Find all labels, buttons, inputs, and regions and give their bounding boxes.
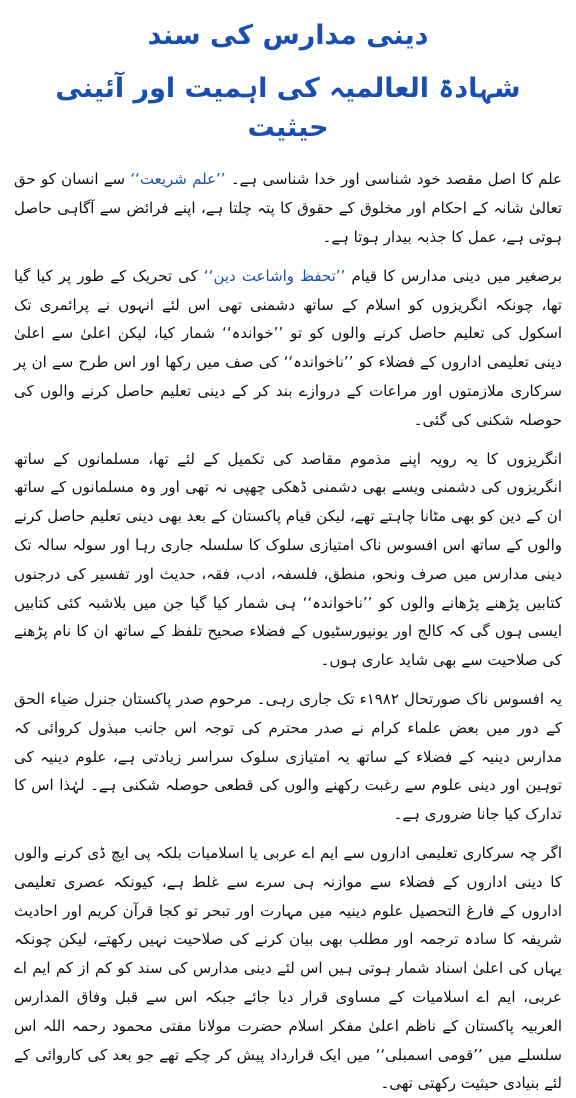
document-body — [14, 165, 562, 1098]
title-line-2: شہادۃ العالمیہ کی اہمیت اور آئینی حیثیت — [55, 73, 521, 144]
paragraph-1-text-before: علم کا اصل مقصد خود شناسی اور خدا شناسی ہے۔ — [225, 170, 562, 189]
paragraph-1 — [14, 165, 562, 251]
paragraph-2-text-after: کی تحریک کے طور پر کیا گیا تھا، چونکہ انگریزوں کو اسلام کے ساتھ دشمنی تھی اس لئے انہوں نے پرائمری تک اسکول کی تعلیم حاصل کرنے والوں کو تو ’’خواندہ‘‘ شمار کیا، لیکن اعلیٰ سے اعلیٰ دینی تعلیمی اداروں کے فضلاء کو ’’ناخواندہ‘‘ کی صف میں رکھا اور اس طرح سے ان پر سرکاری ملازمتوں اور مراعات کے دروازے بند کر کے دینی تعلیم حاصل کرنے والوں کی حوصلہ شکنی کی گئی۔ — [14, 266, 562, 429]
paragraph-4-text: یہ افسوس ناک صورتحال ۱۹۸۲ء تک جاری رہی۔ مرحوم صدر پاکستان جنرل ضیاء الحق کے دور میں بعض علماء کرام نے صدر محترم کی توجہ اس جانب مبذول کروائی کہ مدارس دینیہ کے فضلاء کے ساتھ یہ امتیازی سلوک سراسر زیادتی ہے، علوم دینیہ کی توہین اور دینی علوم سے رغبت رکھنے والوں کی قطعی حوصلہ شکنی ہے۔ لہٰذا اس کا تدارک کیا جانا ضروری ہے۔ — [14, 689, 562, 824]
paragraph-1-text-after: سے انسان کو حق تعالیٰ شانہ کے احکام اور مخلوق کے حقوق کا پتہ چلتا ہے، اپنے فرائض سے آگاہی حاصل ہوتی ہے، عمل کا جذبہ بیدار ہوتا ہے۔ — [14, 170, 562, 247]
paragraph-2 — [14, 262, 562, 435]
paragraph-3 — [14, 445, 562, 675]
paragraph-5 — [14, 839, 562, 1098]
paragraph-1-highlight: ’’علم شریعت‘‘ — [130, 170, 226, 189]
paragraph-3-text: انگریزوں کا یہ رویہ اپنے مذموم مقاصد کی تکمیل کے لئے تھا، مسلمانوں کے ساتھ انگریزوں کی دشمنی ویسے بھی دشمنی ڈھکی چھپی نہ تھی اور وہ مسلمانوں کے ساتھ ان کے دین کو بھی مٹانا چاہتے تھے، لیکن قیام پاکستان کے بعد بھی دینی تعلیم حاصل کرنے والوں کے ساتھ اس افسوس ناک امتیازی سلوک کا سلسلہ جاری رہا اور سولہ سالہ تک دینی مدارس میں صرف ونحو، منطق، فلسفہ، ادب، فقہ، حدیث اور تفسیر کی درجنوں کتابیں پڑھنے پڑھانے والوں کو ’’ناخواندہ‘‘ ہی شمار کیا گیا جن میں بلاشبہ کئی کتابیں ایسی ہوں گی کہ کالج اور یونیورسٹیوں کے فضلاء صحیح تلفظ کے ساتھ ان کا نام پڑھنے کی صلاحیت سے بھی شاید عاری ہوں۔ — [14, 449, 562, 670]
title-line-1: دینی مدارس کی سند — [147, 20, 429, 51]
paragraph-4 — [14, 685, 562, 829]
paragraph-5-text: اگر چہ سرکاری تعلیمی اداروں سے ایم اے عربی یا اسلامیات بلکہ پی ایچ ڈی کرنے والوں کا دینی اداروں کے فضلاء سے موازنہ ہی سرے سے غلط ہے، کیونکہ عصری تعلیمی اداروں کے فارغ التحصیل علوم دینیہ میں مہارت اور تبحر تو کجا قرآن کریم اور احادیث شریفہ کا سادہ ترجمہ اور مطلب بھی بیان کرنے کی صلاحیت نہیں رکھتے، لیکن چونکہ یہاں کی اعلیٰ اسناد شمار ہوتی ہیں اس لئے دینی مدارس کی سند کو کم از کم ایم اے عربی، ایم اے اسلامیات کے مساوی قرار دیا جائے جبکہ اس سے قبل وفاق المدارس العربیہ پاکستان کے ناظم اعلیٰ مفکر اسلام حضرت مولانا مفتی محمود رحمہ اللہ اس سلسلے میں ’’قومی اسمبلی‘‘ میں ایک قرارداد پیش کر چکے تھے جو بعد کی کاروائی کے لئے بنیادی حیثیت رکھتی تھی۔ — [14, 843, 562, 1093]
paragraph-2-text-before: برصغیر میں دینی مدارس کا قیام — [345, 266, 563, 285]
paragraph-2-highlight: ’’تحفظ واشاعت دین‘‘ — [203, 266, 346, 285]
